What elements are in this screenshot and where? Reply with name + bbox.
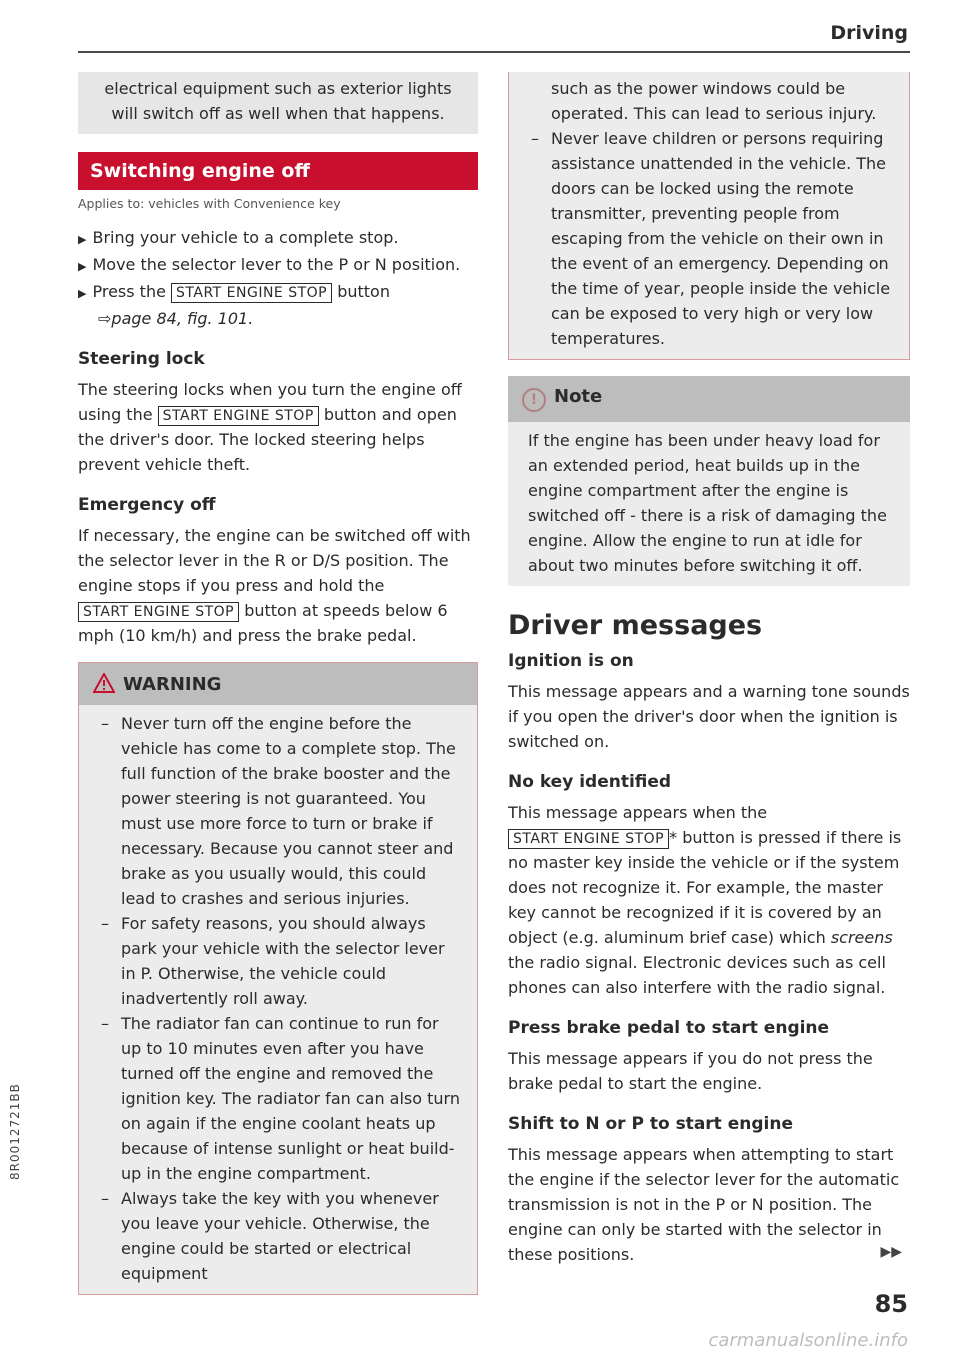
warning-continued-text: such as the power windows could be operated. This can lead to serious injury. (551, 79, 877, 123)
subheading-press-brake: Press brake pedal to start engine (508, 1018, 830, 1038)
warning-header (79, 663, 477, 705)
warning-box-continued (508, 72, 910, 360)
steering-lock-text: The steering locks when you turn the engine off using the START ENGINE STOP button and open the driver's door. The locked steering helps prevent vehicle theft. (78, 380, 462, 474)
warning-continuation-text: electrical equipment such as exterior lights will switch off as well when that happens. (104, 79, 452, 123)
warning-item: – Always take the key with you whenever you leave your vehicle. Otherwise, the engine could be started or electrical equipment (101, 1189, 439, 1283)
subheading-ignition-on: Ignition is on (508, 651, 634, 671)
triangle-bullet-icon: ▶ (78, 260, 87, 273)
watermark: carmanualsonline.info (708, 1330, 908, 1351)
step-1: ▶ Bring your vehicle to a complete stop. (78, 228, 399, 247)
page-reference[interactable]: ⇨page 84, fig. 101. (98, 309, 254, 328)
warning-continuation (78, 72, 478, 134)
warning-item: – The radiator fan can continue to run for up to 10 minutes even after you have turned off the engine and removed the ignition key. The radiator fan can also turn on again if the engine coolant heats up because of intense sunlight or heat build-up in the engine compartment. (101, 1014, 460, 1183)
start-engine-stop-key: START ENGINE STOP (78, 602, 239, 622)
note-body: If the engine has been under heavy load for an extended period, heat builds up in the engine compartment after the engine is switched off - there is a risk of damaging the engine. Allow the engine to run at idle for about two minutes before switching it off. (508, 422, 910, 586)
subheading-no-key: No key identified (508, 772, 672, 792)
warning-item: – Never turn off the engine before the vehicle has come to a complete stop. The full function of the brake booster and the power steering is not guaranteed. You must use more force to turn or brake if necessary. Because you cannot steer and brake as you usually would, this could lead to crashes and serious injuries. (101, 714, 456, 908)
continue-arrow-icon: ▶▶ (880, 1244, 902, 1260)
section-heading-switching-off: Switching engine off (78, 152, 478, 190)
page-number: 85 (874, 1290, 908, 1318)
step-2: ▶ Move the selector lever to the P or N position. (78, 255, 461, 274)
triangle-bullet-icon: ▶ (78, 233, 87, 246)
warning-item: – Never leave children or persons requiring assistance unattended in the vehicle. The doors can be locked using the remote transmitter, preventing people from escaping from the vehicle on their own in the event of an emergency. Depending on the time of year, people inside the vehicle can be exposed to very high or very low temperatures. (531, 129, 891, 348)
warning-title: WARNING (123, 674, 222, 695)
press-brake-text: This message appears if you do not press the brake pedal to start the engine. (508, 1049, 873, 1093)
start-engine-stop-key: START ENGINE STOP (508, 829, 669, 849)
start-engine-stop-key: START ENGINE STOP (171, 283, 332, 303)
section-title: Driving (830, 22, 908, 44)
document-code: 8R0012721BB (8, 1083, 22, 1180)
warning-body (79, 705, 477, 1294)
start-engine-stop-key: START ENGINE STOP (158, 406, 319, 426)
note-title: Note (554, 386, 603, 407)
right-column (480, 72, 910, 1267)
subheading-steering-lock: Steering lock (78, 349, 205, 369)
subheading-emergency-off: Emergency off (78, 495, 216, 515)
note-header (508, 376, 910, 422)
warning-body-continued (509, 72, 909, 359)
warning-triangle-icon (93, 673, 115, 693)
left-column (78, 72, 478, 1295)
shift-text: This message appears when attempting to start the engine if the selector lever for the automatic transmission is not in the P or N position. The engine can only be started with the selector in these positions. ▶▶ (508, 1145, 902, 1264)
note-info-icon: ! (522, 388, 546, 412)
emergency-off-text: If necessary, the engine can be switched off with the selector lever in the R or D/S position. The engine stops if you press and hold the START ENGINE STOP button at speeds below 6 mph (10 km/h) and press the brake pedal. (78, 526, 471, 645)
triangle-bullet-icon: ▶ (78, 287, 87, 300)
applies-to: Applies to: vehicles with Convenience key (78, 196, 341, 211)
header-rule (78, 51, 910, 53)
warning-item: – For safety reasons, you should always park your vehicle with the selector lever in P. Otherwise, the vehicle could inadvertently roll away. (101, 914, 445, 1008)
step-3: ▶ Press the START ENGINE STOP button (78, 282, 390, 301)
chapter-heading-driver-messages: Driver messages (508, 610, 763, 641)
warning-box (78, 662, 478, 1295)
subheading-shift: Shift to N or P to start engine (508, 1114, 793, 1134)
ignition-on-text: This message appears and a warning tone sounds if you open the driver's door when the ignition is switched on. (508, 682, 910, 751)
no-key-text: This message appears when the START ENGINE STOP * button is pressed if there is no master key inside the vehicle or if the system does not recognize it. For example, the master key cannot be recognized if it is covered by an object (e.g. aluminum brief case) which screens the radio signal. Electronic devices such as cell phones can also interfere with the radio signal. (508, 803, 902, 997)
